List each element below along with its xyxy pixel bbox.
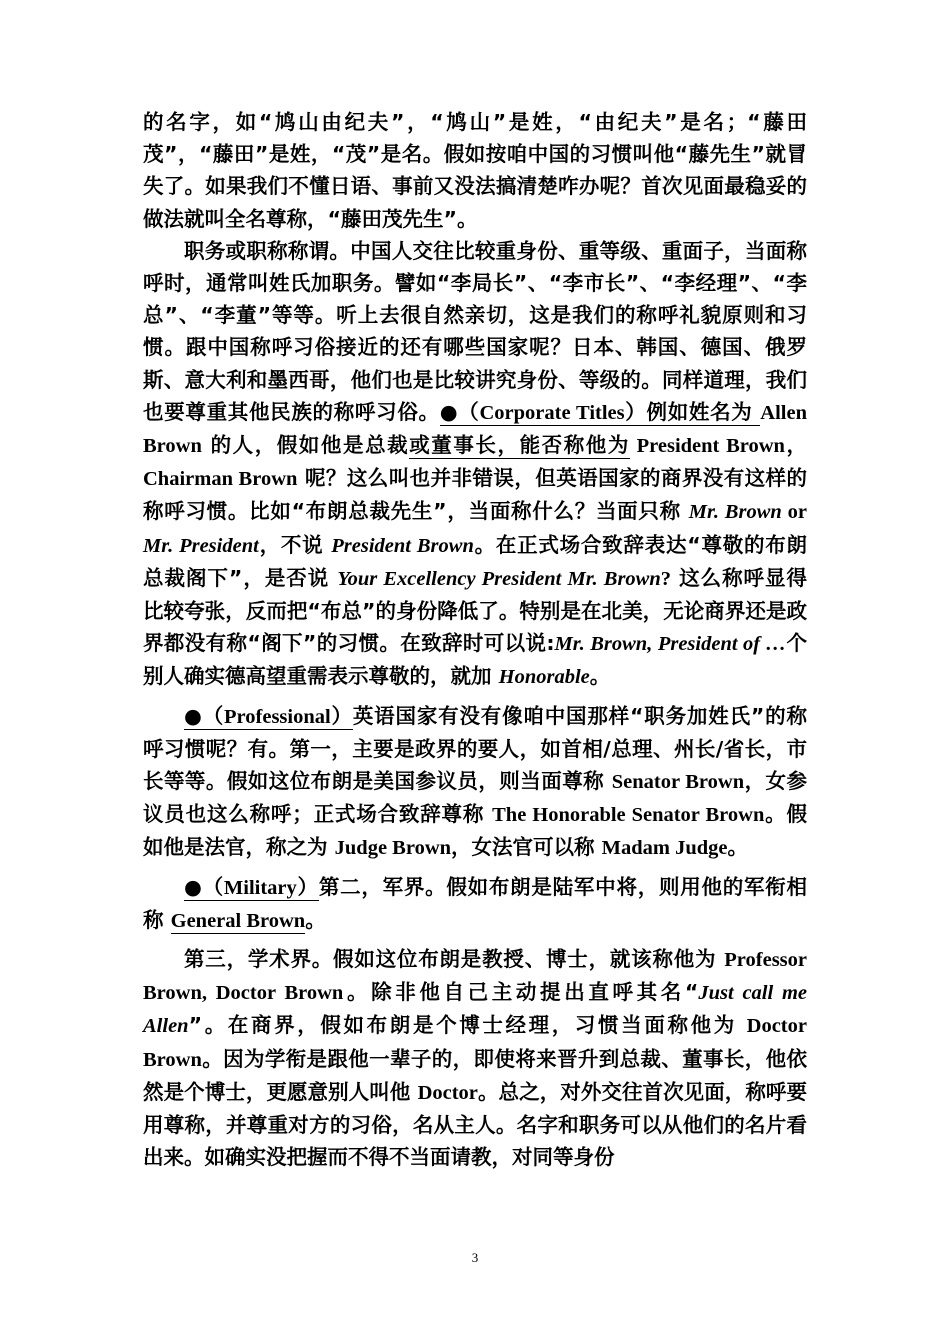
english-text-run: ? — [660, 567, 672, 590]
body-text — [143, 106, 807, 1174]
paragraph — [143, 871, 807, 937]
english-text-run: or — [781, 501, 807, 524]
italic-text-run: Your Excellency President Mr. Brown — [337, 567, 661, 590]
text-run: 。在正式场合致辞表达“尊敬的布朗总裁阁下”，是否说 — [143, 532, 808, 590]
english-text-run: Corporate Titles — [479, 401, 625, 424]
paragraph — [143, 943, 807, 1173]
text-run: 。因为学衔是跟他一辈子的，即使将来晋升到总裁、董事长，他依然是个博士，更愿意别人叫他 — [143, 1046, 807, 1104]
text-run: ，女法官可以称 — [451, 835, 602, 860]
italic-text-run: Mr. Brown — [688, 501, 782, 524]
text-run: 或董事长，能否称他为 — [409, 433, 630, 458]
paragraph — [143, 106, 807, 235]
text-run: 这么称呼显得比较夸张，反而把“布总”的身份降低了。特别是在北美，无论商界还是政界都没有称“阁下”的习惯。在致辞时可以说: — [143, 565, 808, 656]
english-text-run: Madam Judge — [601, 837, 728, 860]
text-run: ，不说 — [258, 532, 332, 557]
english-text-run: Professor Brown, Doctor Brown — [143, 949, 807, 1005]
italic-text-run: Mr. Brown, President of … — [554, 633, 787, 656]
text-run: ”。在商界，假如布朗是个博士经理，习惯当面称他为 — [188, 1013, 747, 1038]
text-run: 第二，军界。假如布朗是陆军中将，则用他的军衔相称 — [143, 874, 808, 932]
text-run: ●（ — [439, 399, 480, 424]
text-run: 英语国家有没有像咱中国那样“职务加姓氏”的称呼习惯呢？有。第一，主要是政界的要人，如首相/总理、州长/省长，市长等等。假如这位布朗是美国参议员，则当面尊称 — [143, 703, 807, 794]
english-text-run: President Brown — [629, 435, 785, 458]
text-run: ） — [330, 703, 353, 728]
italic-text-run: Just call me Allen — [143, 982, 807, 1038]
text-run: 。假如他是法官，称之为 — [143, 802, 808, 860]
text-run: 呢？这么叫也并非错误，但英语国家的商界没有这样的称呼习惯。比如“布朗总裁先生”，当面称什么？当面只称 — [143, 466, 807, 524]
text-run: 。 — [305, 907, 326, 932]
text-run: 的名字，如“鸠山由纪夫”，“鸠山”是姓，“由纪夫”是名；“藤田茂”，“藤田”是姓，“茂”是名。假如按咱中国的习惯叫他“藤先生”就冒失了。如果我们不懂日语、事前又没法搞清楚咋办呢？首次见面最稳妥的做法就叫全名尊称，“藤田茂先生”。 — [143, 110, 807, 231]
english-text-run: Doctor Brown — [143, 1015, 807, 1071]
text-run: 的人，假如他是总裁 — [201, 433, 410, 458]
text-run: ●（ — [184, 874, 224, 899]
english-text-run: The Honorable Senator Brown — [492, 804, 765, 827]
italic-text-run: Mr. President — [143, 534, 259, 557]
text-run: 。 — [589, 664, 611, 689]
english-text-run: Judge Brown — [334, 837, 452, 860]
text-run: ）例如姓名为 — [624, 399, 761, 424]
text-run: ，女参议员也这么称呼；正式场合致辞尊称 — [143, 769, 808, 827]
page-number: 3 — [471, 1250, 479, 1265]
text-run: 。 — [727, 835, 749, 860]
paragraph — [143, 235, 807, 694]
text-run: 个别人确实德高望重需表示尊敬的，就加 — [143, 631, 807, 689]
english-text-run: Senator Brown — [611, 771, 745, 794]
english-text-run: Allen Brown — [143, 401, 807, 458]
english-text-run: Professional — [224, 705, 331, 728]
english-text-run: Doctor — [417, 1081, 478, 1104]
text-run: ， — [784, 433, 808, 458]
text-run: ●（ — [184, 703, 225, 728]
text-run: 。除非他自己主动提出直呼其名“ — [343, 980, 699, 1005]
italic-text-run: Honorable — [498, 666, 590, 689]
text-run: ） — [296, 874, 319, 899]
english-text-run: Military — [223, 876, 297, 899]
english-text-run: General Brown — [170, 909, 306, 932]
text-run: 。总之，对外交往首次见面，称呼要用尊称，并尊重对方的习俗，名从主人。名字和职务可以从他们的名片看出来。如确实没把握而不得不当面请教，对同等身份 — [143, 1079, 807, 1170]
italic-text-run: President Brown — [331, 534, 474, 557]
text-run: 第三，学术界。假如这位布朗是教授、博士，就该称他为 — [184, 947, 725, 972]
english-text-run: Chairman Brown — [143, 468, 298, 491]
paragraph — [143, 700, 807, 865]
text-run: 职务或职称称谓。中国人交往比较重身份、重等级、重面子，当面称呼时，通常叫姓氏加职务。譬如“李局长”、“李市长”、“李经理”、“李总”、“李董”等等。听上去很自然亲切，这是我们的称呼礼貌原则和习惯。跟中国称呼习俗接近的还有哪些国家呢？日本、韩国、德国、俄罗斯、意大利和墨西哥，他们也是比较讲究身份、等级的。同样道理，我们也要尊重其他民族的称呼习俗。 — [143, 238, 807, 424]
